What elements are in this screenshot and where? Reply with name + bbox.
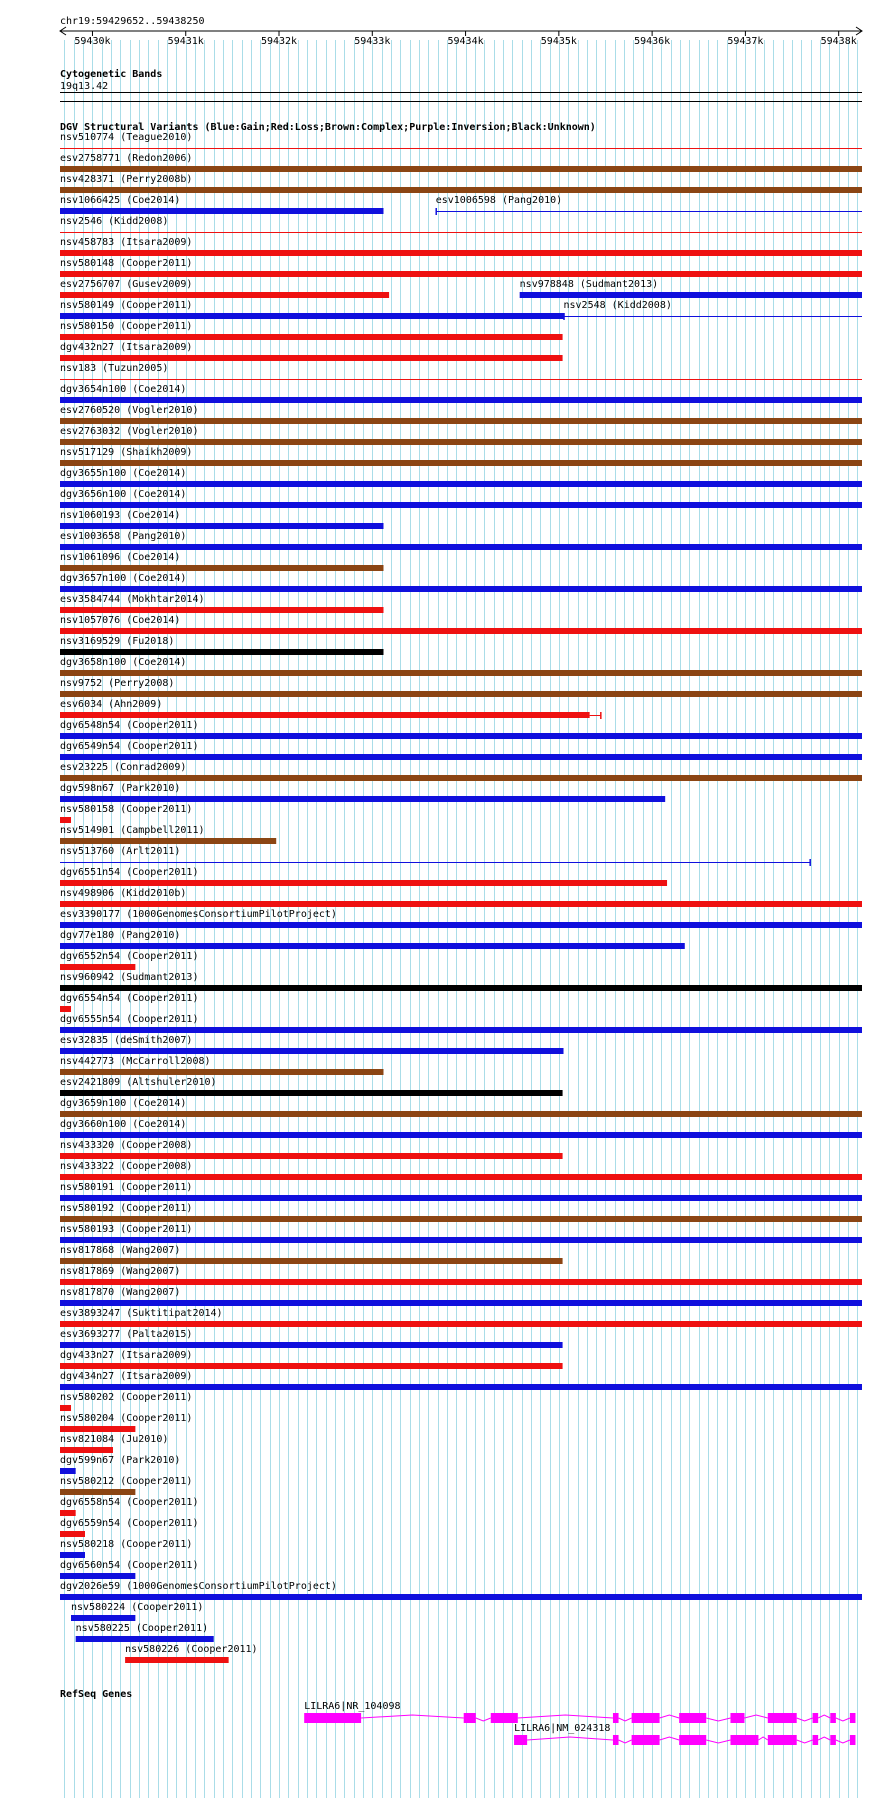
variant-feature-bar[interactable] xyxy=(60,1384,862,1390)
variant-feature-bar[interactable] xyxy=(60,943,685,949)
variant-feature-bar[interactable] xyxy=(60,1237,862,1243)
gene-label[interactable]: LILRA6|NR_104098 xyxy=(304,1701,401,1712)
variant-row xyxy=(60,1308,862,1327)
variant-row xyxy=(60,279,862,298)
variant-row xyxy=(60,174,862,193)
variant-label[interactable]: nsv513760 (Arlt2011) xyxy=(60,846,181,857)
variant-row xyxy=(60,1056,383,1075)
variant-row xyxy=(60,699,601,719)
variant-label[interactable]: nsv433322 (Cooper2008) xyxy=(60,1161,193,1172)
variant-label[interactable]: nsv978848 (Sudmant2013) xyxy=(519,279,659,290)
variant-row xyxy=(60,1203,862,1222)
gene-exon xyxy=(464,1713,476,1723)
variant-label[interactable]: esv2758771 (Redon2006) xyxy=(60,153,193,164)
variant-label[interactable]: esv2760520 (Vogler2010) xyxy=(60,405,199,416)
variant-label[interactable]: nsv442773 (McCarroll2008) xyxy=(60,1056,211,1067)
variant-row xyxy=(60,552,383,571)
dgv-variant-rows xyxy=(60,132,862,1663)
variant-label[interactable]: nsv580192 (Cooper2011) xyxy=(60,1203,193,1214)
variant-feature-bar[interactable] xyxy=(60,313,564,319)
gene-exon xyxy=(514,1735,527,1745)
gene-exon xyxy=(813,1713,819,1723)
variant-label[interactable]: nsv580158 (Cooper2011) xyxy=(60,804,193,815)
variant-feature-bar[interactable] xyxy=(60,1552,85,1558)
variant-feature-bar[interactable] xyxy=(60,1426,135,1432)
variant-feature-bar[interactable] xyxy=(60,1006,71,1012)
variant-label[interactable]: nsv817870 (Wang2007) xyxy=(60,1287,181,1298)
variant-feature-bar[interactable] xyxy=(60,334,563,340)
variant-feature-bar[interactable] xyxy=(520,292,862,298)
variant-label[interactable]: esv2763032 (Vogler2010) xyxy=(60,426,199,437)
variant-feature-bar[interactable] xyxy=(60,1468,76,1474)
variant-label[interactable]: esv1006598 (Pang2010) xyxy=(435,195,563,206)
gene-intron xyxy=(706,1740,730,1743)
variant-label[interactable]: nsv1057076 (Coe2014) xyxy=(60,615,181,626)
variant-feature-bar[interactable] xyxy=(60,1342,563,1348)
variant-label[interactable]: dgv598n67 (Park2010) xyxy=(60,783,181,794)
variant-feature-bar[interactable] xyxy=(60,1048,564,1054)
variant-feature-bar[interactable] xyxy=(60,1258,563,1264)
variant-feature-bar[interactable] xyxy=(60,838,276,844)
variant-label[interactable]: dgv6548n54 (Cooper2011) xyxy=(60,720,199,731)
variant-label[interactable]: dgv433n27 (Itsara2009) xyxy=(60,1350,193,1361)
variant-label[interactable]: nsv498906 (Kidd2010b) xyxy=(60,888,187,899)
gene-intron xyxy=(758,1737,767,1740)
variant-row xyxy=(60,468,862,487)
gene-exon xyxy=(491,1713,518,1723)
variant-label[interactable]: dgv6551n54 (Cooper2011) xyxy=(60,867,199,878)
variant-feature-bar[interactable] xyxy=(60,418,862,424)
variant-label[interactable]: nsv3169529 (Fu2018) xyxy=(60,636,175,647)
variant-feature-bar[interactable] xyxy=(60,586,862,592)
gene-exon xyxy=(730,1735,758,1745)
refseq-gene-rows xyxy=(304,1701,855,1745)
variant-row xyxy=(60,1245,563,1264)
variant-label[interactable]: dgv3658n100 (Coe2014) xyxy=(60,657,187,668)
variant-row xyxy=(60,657,862,676)
variant-feature-bar[interactable] xyxy=(60,964,135,970)
variant-feature-bar[interactable] xyxy=(60,208,383,214)
variant-row xyxy=(60,1119,862,1138)
gene-intron xyxy=(361,1715,464,1718)
variant-label[interactable]: nsv428371 (Perry2008b) xyxy=(60,174,193,185)
variant-label[interactable]: esv3584744 (Mokhtar2014) xyxy=(60,594,205,605)
variant-row xyxy=(60,573,862,592)
variant-row xyxy=(60,237,862,256)
variant-row xyxy=(60,363,862,380)
variant-feature-bar[interactable] xyxy=(60,901,862,907)
variant-label[interactable]: nsv1060193 (Coe2014) xyxy=(60,510,181,521)
variant-label[interactable]: esv3390177 (1000GenomesConsortiumPilotProject) xyxy=(60,909,337,920)
variant-label[interactable]: nsv9752 (Perry2008) xyxy=(60,678,175,689)
variant-label[interactable]: nsv580193 (Cooper2011) xyxy=(60,1224,193,1235)
variant-label[interactable]: dgv2026e59 (1000GenomesConsortiumPilotProject) xyxy=(60,1581,337,1592)
variant-feature-bar[interactable] xyxy=(60,166,862,172)
variant-row xyxy=(125,1644,257,1663)
ruler-tick-label: 59434k xyxy=(447,36,484,47)
variant-row xyxy=(60,1077,563,1096)
variant-label[interactable]: esv2421809 (Altshuler2010) xyxy=(60,1077,217,1088)
variant-label[interactable]: nsv1066425 (Coe2014) xyxy=(60,195,181,206)
variant-label[interactable]: nsv817869 (Wang2007) xyxy=(60,1266,181,1277)
variant-label[interactable]: dgv6549n54 (Cooper2011) xyxy=(60,741,199,752)
variant-feature-bar[interactable] xyxy=(60,628,862,634)
variant-row xyxy=(60,615,862,634)
variant-row xyxy=(60,1329,563,1348)
variant-feature-bar[interactable] xyxy=(60,754,862,760)
variant-row xyxy=(60,1434,168,1453)
variant-feature-bar[interactable] xyxy=(60,544,862,550)
variant-row xyxy=(60,132,862,149)
variant-label[interactable]: dgv3660n100 (Coe2014) xyxy=(60,1119,187,1130)
variant-feature-bar[interactable] xyxy=(60,733,862,739)
variant-feature-bar[interactable] xyxy=(60,1111,862,1117)
variant-feature-bar[interactable] xyxy=(60,250,862,256)
variant-feature-bar[interactable] xyxy=(60,397,862,403)
gene-exon xyxy=(679,1735,706,1745)
variant-row xyxy=(60,1392,192,1411)
variant-row xyxy=(76,1623,214,1642)
gene-exon xyxy=(850,1735,856,1745)
variant-row xyxy=(60,1350,563,1369)
gene-intron xyxy=(518,1715,613,1718)
ruler-tick-label: 59437k xyxy=(727,36,764,47)
gene-exon xyxy=(813,1735,819,1745)
variant-feature-bar[interactable] xyxy=(60,1363,563,1369)
variant-feature-bar[interactable] xyxy=(60,1132,862,1138)
variant-label[interactable]: esv6034 (Ahn2009) xyxy=(60,699,163,710)
variant-label[interactable]: nsv510774 (Teague2010) xyxy=(60,132,193,143)
variant-feature-bar[interactable] xyxy=(60,1573,135,1579)
variant-label[interactable]: dgv6555n54 (Cooper2011) xyxy=(60,1014,199,1025)
variant-feature-bar[interactable] xyxy=(60,481,862,487)
variant-feature-bar[interactable] xyxy=(60,1405,71,1411)
gene-exon xyxy=(768,1713,797,1723)
variant-feature-bar[interactable] xyxy=(60,691,862,697)
variant-feature-bar[interactable] xyxy=(60,1216,862,1222)
variant-row xyxy=(60,258,862,277)
variant-label[interactable]: nsv580150 (Cooper2011) xyxy=(60,321,193,332)
variant-feature-bar[interactable] xyxy=(60,1531,85,1537)
variant-label[interactable]: dgv599n67 (Park2010) xyxy=(60,1455,181,1466)
variant-label[interactable]: dgv6554n54 (Cooper2011) xyxy=(60,993,199,1004)
variant-label[interactable]: dgv3654n100 (Coe2014) xyxy=(60,384,187,395)
variant-feature-bar[interactable] xyxy=(60,1174,862,1180)
gene-exon xyxy=(850,1713,856,1723)
variant-row xyxy=(60,1035,564,1054)
variant-row xyxy=(60,1371,862,1390)
variant-label[interactable]: nsv433320 (Cooper2008) xyxy=(60,1140,193,1151)
gene-exon xyxy=(613,1735,619,1745)
variant-row xyxy=(60,720,862,739)
gene-intron xyxy=(476,1718,491,1721)
variant-row xyxy=(60,846,811,866)
gene-intron xyxy=(797,1718,813,1721)
variant-row xyxy=(60,1476,192,1495)
gene-exon xyxy=(830,1713,836,1723)
variant-feature-bar[interactable] xyxy=(60,1279,862,1285)
variant-row xyxy=(60,888,862,907)
variant-label[interactable]: dgv6560n54 (Cooper2011) xyxy=(60,1560,199,1571)
gene-intron xyxy=(818,1715,830,1718)
coordinate-ruler xyxy=(60,16,862,47)
gene-exon xyxy=(632,1713,660,1723)
variant-label[interactable]: nsv580226 (Cooper2011) xyxy=(125,1644,258,1655)
variant-label[interactable]: nsv2548 (Kidd2008) xyxy=(563,300,672,311)
variant-row xyxy=(60,1182,862,1201)
variant-feature-bar[interactable] xyxy=(71,1615,135,1621)
variant-label[interactable]: nsv580224 (Cooper2011) xyxy=(71,1602,204,1613)
gene-model[interactable] xyxy=(514,1723,855,1745)
variant-row xyxy=(60,1140,563,1159)
variant-feature-bar[interactable] xyxy=(60,796,665,802)
variant-row xyxy=(60,825,276,844)
variant-feature-bar[interactable] xyxy=(60,1594,862,1600)
variant-row xyxy=(60,594,383,613)
variant-label[interactable]: nsv817868 (Wang2007) xyxy=(60,1245,181,1256)
cytoband-label: 19q13.42 xyxy=(60,81,109,92)
variant-label[interactable]: esv2756707 (Gusev2009) xyxy=(60,279,193,290)
variant-row xyxy=(60,426,862,445)
region-label: chr19:59429652..59438250 xyxy=(60,16,205,27)
gene-exon xyxy=(304,1713,361,1723)
variant-row xyxy=(60,447,862,466)
variant-label[interactable]: esv1003658 (Pang2010) xyxy=(60,531,187,542)
gene-label[interactable]: LILRA6|NM_024318 xyxy=(514,1723,611,1734)
variant-label[interactable]: esv32835 (deSmith2007) xyxy=(60,1035,193,1046)
cytogenetic-bands-track[interactable] xyxy=(60,68,862,102)
cytoband-track-title: Cytogenetic Bands xyxy=(60,69,163,80)
variant-row xyxy=(60,972,862,991)
variant-label[interactable]: dgv6552n54 (Cooper2011) xyxy=(60,951,199,962)
variant-row xyxy=(60,1266,862,1285)
variant-feature-bar[interactable] xyxy=(60,523,383,529)
variant-row xyxy=(71,1602,203,1621)
variant-label[interactable]: dgv6559n54 (Cooper2011) xyxy=(60,1518,199,1529)
variant-feature-bar[interactable] xyxy=(60,880,667,886)
gene-intron xyxy=(706,1718,730,1721)
variant-row xyxy=(60,489,862,508)
variant-label[interactable]: nsv580212 (Cooper2011) xyxy=(60,1476,193,1487)
dgv-track-title: DGV Structural Variants (Blue:Gain;Red:Loss;Brown:Complex;Purple:Inversion;Black:Unknown) xyxy=(60,122,596,133)
variant-label[interactable]: nsv580148 (Cooper2011) xyxy=(60,258,193,269)
variant-label[interactable]: nsv580149 (Cooper2011) xyxy=(60,300,193,311)
variant-label[interactable]: nsv183 (Tuzun2005) xyxy=(60,363,169,374)
variant-feature-bar[interactable] xyxy=(60,1090,563,1096)
variant-row xyxy=(60,741,862,760)
gene-exon xyxy=(730,1713,744,1723)
ruler-tick-label: 59435k xyxy=(540,36,577,47)
variant-label[interactable]: dgv77e180 (Pang2010) xyxy=(60,930,181,941)
gene-intron xyxy=(660,1737,680,1740)
variant-label[interactable]: nsv580191 (Cooper2011) xyxy=(60,1182,193,1193)
ruler-tick-label: 59430k xyxy=(74,36,111,47)
gene-intron xyxy=(836,1718,850,1721)
variant-row xyxy=(60,762,862,781)
gene-intron xyxy=(836,1740,850,1743)
ruler-ticks xyxy=(74,31,856,47)
variant-label[interactable]: nsv580204 (Cooper2011) xyxy=(60,1413,193,1424)
gene-exon xyxy=(768,1735,797,1745)
dgv-structural-variants-track[interactable] xyxy=(60,121,862,1663)
variant-row xyxy=(60,531,862,550)
variant-label[interactable]: dgv3657n100 (Coe2014) xyxy=(60,573,187,584)
variant-feature-bar[interactable] xyxy=(60,1069,383,1075)
variant-row xyxy=(60,510,383,529)
ruler-tick-label: 59436k xyxy=(634,36,671,47)
variant-label[interactable]: dgv434n27 (Itsara2009) xyxy=(60,1371,193,1382)
variant-feature-bar[interactable] xyxy=(60,1447,113,1453)
variant-feature-bar[interactable] xyxy=(60,607,383,613)
variant-row xyxy=(60,405,862,424)
variant-row xyxy=(60,342,563,361)
variant-feature-bar[interactable] xyxy=(60,565,383,571)
variant-row xyxy=(60,1098,862,1117)
variant-label[interactable]: dgv3655n100 (Coe2014) xyxy=(60,468,187,479)
ruler-tick-label: 59431k xyxy=(167,36,204,47)
variant-row xyxy=(60,1413,192,1432)
variant-feature-bar[interactable] xyxy=(60,1489,135,1495)
variant-feature-bar[interactable] xyxy=(60,817,71,823)
variant-label[interactable]: nsv517129 (Shaikh2009) xyxy=(60,447,193,458)
variant-label[interactable]: esv3693277 (Palta2015) xyxy=(60,1329,193,1340)
variant-feature-bar[interactable] xyxy=(60,439,862,445)
variant-row xyxy=(60,1161,862,1180)
variant-feature-bar[interactable] xyxy=(60,1195,862,1201)
variant-label[interactable]: nsv960942 (Sudmant2013) xyxy=(60,972,199,983)
gene-intron xyxy=(619,1718,632,1721)
variant-feature-bar[interactable] xyxy=(60,670,862,676)
variant-feature-bar[interactable] xyxy=(60,1321,862,1327)
variant-feature-bar[interactable] xyxy=(60,292,389,298)
gene-exon xyxy=(632,1735,660,1745)
variant-row xyxy=(60,951,198,970)
variant-row xyxy=(60,636,383,655)
variant-feature-bar[interactable] xyxy=(60,1153,563,1159)
variant-label[interactable]: nsv580225 (Cooper2011) xyxy=(75,1623,209,1634)
variant-label[interactable]: nsv580218 (Cooper2011) xyxy=(60,1539,193,1550)
gene-intron xyxy=(660,1715,680,1718)
gene-exon xyxy=(679,1713,706,1723)
variant-label[interactable]: dgv3656n100 (Coe2014) xyxy=(60,489,187,500)
variant-row xyxy=(60,678,862,697)
variant-feature-bar[interactable] xyxy=(60,649,383,655)
variant-row xyxy=(60,909,862,928)
variant-feature-bar[interactable] xyxy=(60,775,862,781)
variant-row xyxy=(60,1539,192,1558)
variant-row xyxy=(60,1560,198,1579)
variant-feature-bar[interactable] xyxy=(60,187,862,193)
variant-row xyxy=(60,804,192,823)
variant-row xyxy=(60,153,862,172)
gene-model[interactable] xyxy=(304,1701,855,1723)
variant-row xyxy=(60,300,862,320)
variant-feature-bar[interactable] xyxy=(60,355,563,361)
variant-feature-bar[interactable] xyxy=(60,1300,862,1306)
refseq-track-title: RefSeq Genes xyxy=(60,1689,133,1700)
gene-exon xyxy=(830,1735,836,1745)
gene-intron xyxy=(619,1740,632,1743)
variant-row xyxy=(60,1581,862,1600)
variant-row xyxy=(60,993,198,1012)
variant-row xyxy=(60,321,563,340)
gene-intron xyxy=(818,1737,830,1740)
variant-label[interactable]: nsv2546 (Kidd2008) xyxy=(60,216,169,227)
variant-label[interactable]: dgv3659n100 (Coe2014) xyxy=(60,1098,187,1109)
variant-row xyxy=(60,216,862,233)
variant-label[interactable]: dgv432n27 (Itsara2009) xyxy=(60,342,193,353)
variant-row xyxy=(60,195,862,215)
variant-label[interactable]: nsv580202 (Cooper2011) xyxy=(60,1392,193,1403)
variant-row xyxy=(60,1518,198,1537)
variant-row xyxy=(60,1224,862,1243)
variant-label[interactable]: esv23225 (Conrad2009) xyxy=(60,762,187,773)
variant-label[interactable]: dgv6558n54 (Cooper2011) xyxy=(60,1497,199,1508)
variant-feature-bar[interactable] xyxy=(125,1657,229,1663)
variant-row xyxy=(60,1014,862,1033)
variant-feature-bar[interactable] xyxy=(60,271,862,277)
gene-intron xyxy=(797,1740,813,1743)
variant-row xyxy=(60,384,862,403)
variant-row xyxy=(60,783,665,802)
variant-feature-bar[interactable] xyxy=(60,502,862,508)
variant-label[interactable]: nsv1061096 (Coe2014) xyxy=(60,552,181,563)
variant-feature-bar[interactable] xyxy=(60,985,862,991)
variant-feature-bar[interactable] xyxy=(60,1027,862,1033)
variant-feature-bar[interactable] xyxy=(76,1636,214,1642)
variant-feature-bar[interactable] xyxy=(60,1510,76,1516)
gene-exon xyxy=(613,1713,619,1723)
ruler-tick-label: 59432k xyxy=(260,36,298,47)
ruler-tick-label: 59438k xyxy=(820,36,857,47)
variant-row xyxy=(60,1497,198,1516)
variant-label[interactable]: nsv514901 (Campbell2011) xyxy=(60,825,205,836)
ruler-tick-label: 59433k xyxy=(354,36,391,47)
variant-row xyxy=(60,1287,862,1306)
variant-label[interactable]: nsv821084 (Ju2010) xyxy=(60,1434,169,1445)
variant-feature-bar[interactable] xyxy=(60,460,862,466)
variant-label[interactable]: nsv458783 (Itsara2009) xyxy=(60,237,193,248)
variant-feature-bar[interactable] xyxy=(60,922,862,928)
variant-label[interactable]: esv3893247 (Suktitipat2014) xyxy=(60,1308,223,1319)
variant-feature-bar[interactable] xyxy=(60,712,590,718)
